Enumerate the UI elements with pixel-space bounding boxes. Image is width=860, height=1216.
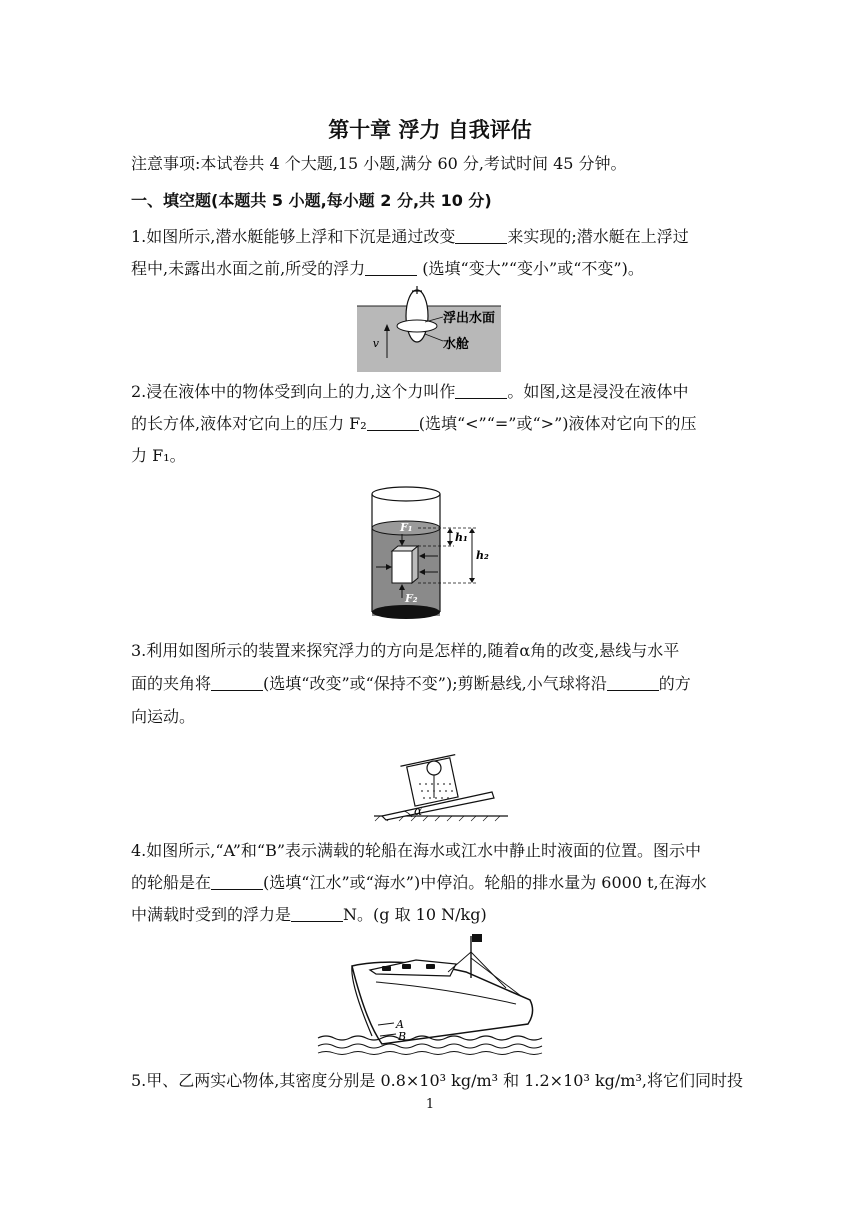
q3-text-c: 的方 xyxy=(658,674,691,693)
question-4-line-1: 4.如图所示,“A”和“B”表示满载的轮船在海水或江水中静止时液面的位置。图示中 xyxy=(131,841,702,860)
h1-label: h₁ xyxy=(455,531,468,544)
q1-text-c: 程中,未露出水面之前,所受的浮力 xyxy=(131,259,366,278)
answer-blank[interactable] xyxy=(211,676,263,691)
question-2-line-3: 力 F₁。 xyxy=(131,446,186,465)
submarine-figure xyxy=(357,286,501,372)
q3-text-b: (选填“改变”或“保持不变”);剪断悬线,小气球将沿 xyxy=(263,674,607,693)
force-f1-label: F₁ xyxy=(400,521,413,534)
answer-blank[interactable] xyxy=(365,261,417,276)
submarine-hull xyxy=(406,290,428,342)
rigging-line-1 xyxy=(448,952,471,972)
h2-arrow-bottom xyxy=(469,578,475,583)
question-1-line-1 xyxy=(131,226,751,248)
incline-beaker-figure xyxy=(374,740,508,822)
alpha-label: α xyxy=(414,804,423,818)
q1-text-a: 1.如图所示,潜水艇能够上浮和下沉是通过改变 xyxy=(131,227,456,246)
question-3-line-2 xyxy=(131,673,751,695)
h2-label: h₂ xyxy=(476,549,489,562)
tank-label: 水舱 xyxy=(443,337,470,352)
q1-text-d: (选填“变大”“变小”或“不变”)。 xyxy=(417,259,644,278)
cabin-window-2 xyxy=(402,964,411,969)
q3-text-a: 面的夹角将 xyxy=(131,674,212,693)
question-4-line-2 xyxy=(131,872,751,894)
page-number: 1 xyxy=(425,1097,435,1112)
question-2-line-2 xyxy=(131,413,751,435)
cabin-window-1 xyxy=(382,966,391,971)
h2-arrow-top xyxy=(469,528,475,533)
answer-blank[interactable] xyxy=(455,384,507,399)
q2-text-d: (选填“<”“=”或“>”)液体对它向下的压 xyxy=(418,414,697,433)
answer-blank[interactable] xyxy=(367,416,419,431)
q2-text-c: 的长方体,液体对它向上的压力 F₂ xyxy=(131,414,367,433)
cylinder-base xyxy=(372,605,440,619)
surface-label: 浮出水面 xyxy=(443,311,496,326)
waterline-b-label: B xyxy=(398,1030,407,1043)
question-1-line-2 xyxy=(131,258,751,280)
wave-line-2 xyxy=(318,1044,542,1048)
q4-text-a: 的轮船是在 xyxy=(131,873,212,892)
ship-flag xyxy=(472,934,482,942)
submarine-fins xyxy=(397,320,437,332)
page-title: 第十章 浮力 自我评估 xyxy=(328,118,532,142)
force-f2-label: F₂ xyxy=(405,592,418,605)
answer-blank[interactable] xyxy=(291,907,343,922)
block-side-face xyxy=(412,546,418,583)
q1-text-b: 来实现的;潜水艇在上浮过 xyxy=(507,227,689,246)
balloon xyxy=(427,761,441,775)
answer-blank[interactable] xyxy=(211,875,263,890)
answer-blank[interactable] xyxy=(455,229,507,244)
question-3-line-1: 3.利用如图所示的装置来探究浮力的方向是怎样的,随着α角的改变,悬线与水平 xyxy=(131,641,680,660)
q2-text-b: 。如图,这是浸没在液体中 xyxy=(507,382,689,401)
question-5-line-1: 5.甲、乙两实心物体,其密度分别是 0.8×10³ kg/m³ 和 1.2×10³ kg/m³,将它们同时投 xyxy=(131,1071,743,1090)
waterline-a-label: A xyxy=(396,1018,404,1031)
cabin-window-3 xyxy=(426,964,435,969)
q4-text-b: (选填“江水”或“海水”)中停泊。轮船的排水量为 6000 t,在海水 xyxy=(263,873,707,892)
velocity-label: v xyxy=(372,337,379,350)
wave-line-3 xyxy=(318,1052,542,1055)
q2-text-a: 2.浸在液体中的物体受到向上的力,这个力叫作 xyxy=(131,382,456,401)
section-heading-fill-in: 一、填空题(本题共 5 小题,每小题 2 分,共 10 分) xyxy=(131,191,492,210)
cylinder-rim xyxy=(372,487,440,501)
question-2-line-1 xyxy=(131,381,751,403)
submerged-block xyxy=(392,551,412,583)
h1-arrow-top xyxy=(447,528,453,533)
answer-blank[interactable] xyxy=(607,676,659,691)
question-3-line-3: 向运动。 xyxy=(131,707,196,726)
h1-arrow-bottom xyxy=(447,541,453,546)
question-4-line-3 xyxy=(131,904,751,926)
exam-notice: 注意事项:本试卷共 4 个大题,15 小题,满分 60 分,考试时间 45 分钟。 xyxy=(131,154,627,173)
cylinder-figure xyxy=(368,484,492,624)
q4-text-c: 中满载时受到的浮力是 xyxy=(131,905,292,924)
ship-figure xyxy=(316,932,544,1056)
q4-text-d: N。(g 取 10 N/kg) xyxy=(343,905,487,924)
